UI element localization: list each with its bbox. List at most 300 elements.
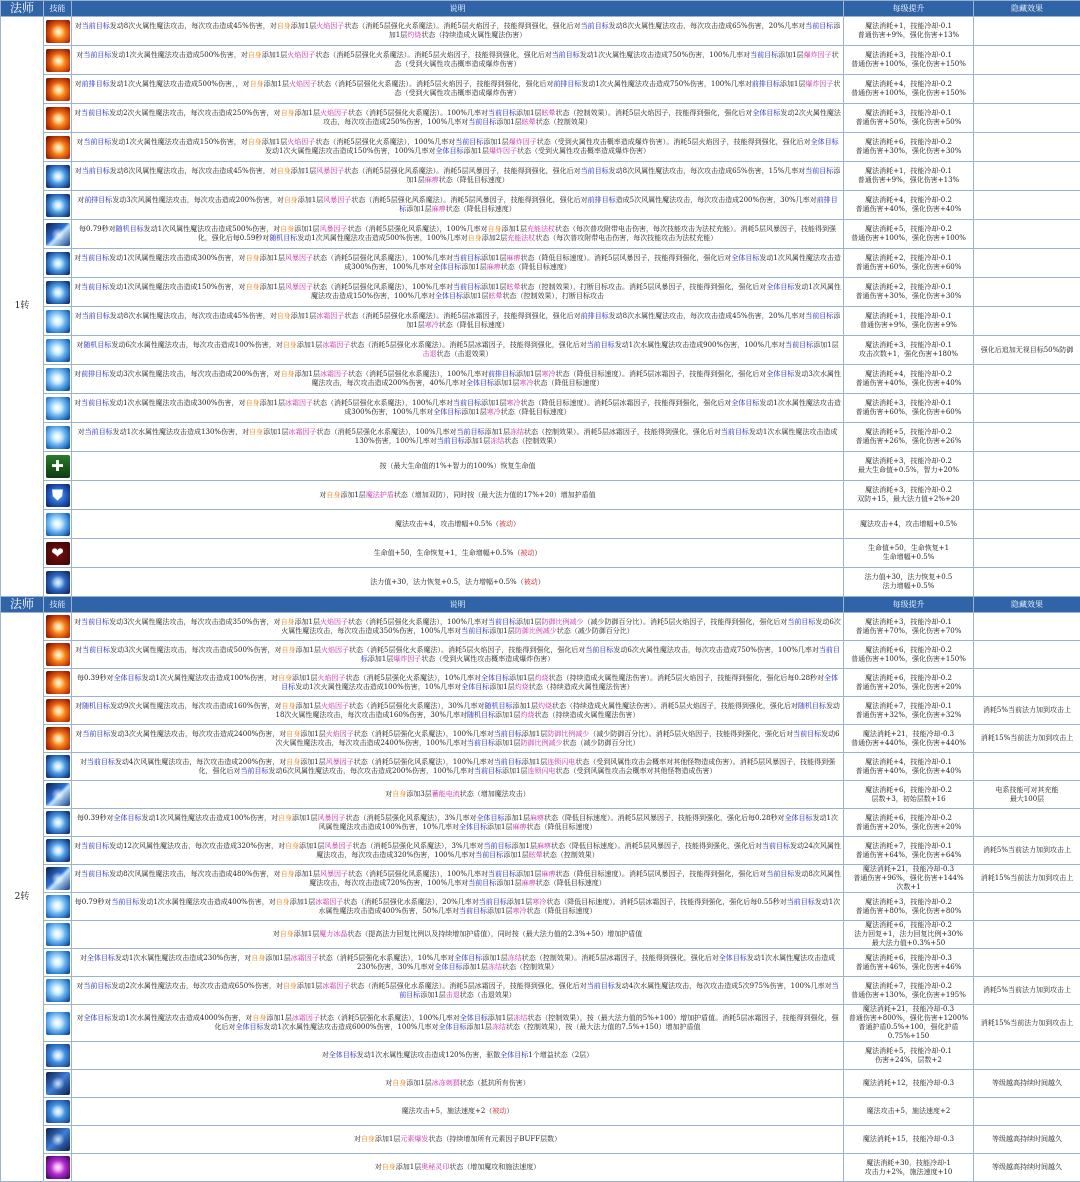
status-term: 防御比例减少 [541,618,583,626]
self-term: 自身 [278,674,292,682]
self-term: 自身 [281,618,295,626]
hidden-effect: 等级越高持续时间越久 [974,1070,1080,1098]
skill-icon-cell [44,423,72,452]
target-term: 全体目标 [785,814,813,822]
skill-row [1,510,1080,539]
skill-row [1,423,1080,452]
status-term: 寒冷 [425,321,439,329]
hidden-effect [974,394,1080,423]
fire-icon [46,615,70,638]
skill-row [1,725,1080,753]
target-term: 当前目标 [793,730,821,738]
hidden-header: 隐藏效果 [974,1,1080,17]
target-term: 当前目标 [762,842,790,850]
wind-icon [46,839,70,862]
heart-icon: ❤ [46,542,70,565]
target-term: 当前目标 [468,879,496,887]
skill-description: 对全体目标发动1次水属性魔法攻击造成120%伤害，驱散全体目标1个增益状态（2层） [72,1042,844,1070]
skill-row [1,162,1080,191]
level-bonus: 魔法消耗+30，技能冷却-1 攻击力+2%，施法速度+10 [844,1154,974,1182]
target-term: 随机目标 [83,341,111,349]
description-header: 说明 [72,1,844,17]
skill-icon-cell [44,893,72,921]
target-term: 当前目标 [81,842,109,850]
target-term: 全体目标 [281,674,838,691]
level-bonus: 魔法消耗+1，技能冷却-0.1 普通伤害+9%，强化伤害+9% [844,307,974,336]
status-term: 击退 [423,350,437,358]
class-header: 法师 [1,1,44,17]
passive-tag: 被动 [520,549,534,557]
fire-icon [46,136,70,159]
skill-icon-cell [44,921,72,949]
skill-icon-cell [44,510,72,539]
status-term: 冻结 [492,1023,506,1031]
skill-icon-cell [44,1005,72,1042]
ice-icon [46,513,70,536]
level-bonus: 魔法消耗+6，技能冷却-0.2 普通伤害+20%，强化伤害+20% [844,669,974,697]
skill-row [1,1154,1080,1182]
target-term: 当前目标 [587,341,615,349]
ice-icon [46,397,70,420]
bolt-icon [46,223,70,246]
skill-description: 对前排目标发动3次风属性魔法攻击，每次攻击造成200%伤害，对自身添加1层风暴因子状态（消耗5层强化风系魔法）。消耗5层风暴因子，技能得到强化，强化后对前排目标造成5次风属性魔法攻击，每次攻击造成200%伤害，30%几率对前排目标添加1层麻痹状态（降低目标速度） [72,191,844,220]
status-term: 魔法护盾 [366,491,394,499]
status-term: 麻痹 [506,254,520,262]
ice-icon [46,339,70,362]
target-term: 当前目标 [457,428,485,436]
skill-row [1,1126,1080,1154]
target-term: 当前目标 [787,618,815,626]
skill-icon-cell [44,1042,72,1070]
skill-description: 对当前目标发动12次风属性魔法攻击，每次攻击造成320%伤害，对自身添加1层风暴因子状态（消耗5层强化风系魔法），3%几率对当前目标添加1层麻痹状态（降低目标速度）。消耗5层风暴因子，技能得到强化，强化后对当前目标发动24次风属性魔法攻击，每次攻击造成320%伤害，100%几率对当前目标添加1层眩晕状态（控制效果） [72,837,844,865]
class-header: 法师 [1,597,44,613]
self-term: 自身 [286,730,300,738]
hidden-effect [974,191,1080,220]
self-term: 自身 [285,842,299,850]
status-term: 爆炸因子 [393,655,421,663]
target-term: 随机目标 [467,711,495,719]
self-term: 自身 [468,234,482,242]
tier-label: 2转 [1,613,44,1182]
target-term: 前排目标 [488,370,516,378]
target-term: 全体目标 [87,954,115,962]
target-term: 当前目标 [581,22,609,30]
status-term: 冰霜因子 [285,399,313,407]
target-term: 前排目标 [581,312,609,320]
level-bonus: 魔法消耗+15，技能冷却-0.3 [844,1126,974,1154]
wind-icon [46,194,70,217]
skill-row [1,249,1080,278]
skill-row [1,1070,1080,1098]
self-term: 自身 [284,196,298,204]
wind-icon [46,281,70,304]
skill-description: 每0.39秒对全体目标发动1次风属性魔法攻击造成100%伤害，对自身添加1层风暴因子状态（消耗5层强化风系魔法），3%几率对全体目标添加1层麻痹状态（降低目标速度）。消耗5层风暴因子，技能得到强化，强化后每0.28秒对全体目标发动1次风属性魔法攻击造成100%伤害，10%几率对全体目标添加1层麻痹状态（降低目标速度） [72,809,844,837]
hidden-effect [974,539,1080,568]
status-term: 火焰因子 [326,730,354,738]
hidden-effect [974,641,1080,669]
skill-description: 对当前目标发动1次水属性魔法攻击造成300%伤害，对自身添加1层冰霜因子状态（消耗5层强化水系魔法），100%几率对当前目标添加1层寒冷状态（降低目标速度）。消耗5层冰霜因子，技能得到强化，强化后对全体目标发动1次水属性魔法攻击造成300%伤害，100%几率对全体目标添加1层寒冷状态（降低目标速度） [72,394,844,423]
status-term: 眩晕 [506,283,520,291]
status-term: 击退 [446,991,460,999]
hidden-header: 隐藏效果 [974,597,1080,613]
target-term: 前排目标 [752,80,780,88]
self-term: 自身 [282,702,296,710]
skill-row [1,921,1080,949]
skill-row [1,613,1080,641]
hidden-effect: 消耗5%当前法力加到攻击上 [974,837,1080,865]
status-term: 眩晕 [489,292,503,300]
skill-description: 对自身添加1层元素爆发状态（持续增加所有元素因子BUFF层数） [72,1126,844,1154]
target-term: 当前目标 [455,138,483,146]
status-term: 麻痹 [537,842,551,850]
target-term: 当前目标 [494,730,522,738]
level-bonus: 魔法消耗+6，技能冷却-0.2 法力回复+1，法力回复比例+30% 最大法力值+0.3%+50 [844,921,974,949]
target-term: 随机目标 [116,225,144,233]
target-term: 当前目标 [721,428,749,436]
target-term: 当前目标 [361,646,840,663]
skill-description: 对当前目标发动8次风属性魔法攻击，每次攻击造成45%伤害，对自身添加1层风暴因子状态（消耗5层强化风系魔法）。消耗5层风暴因子，技能得到强化，强化后对当前目标发动8次风属性魔法攻击，每次攻击造成65%伤害，15%几率对当前目标添加1层麻痹状态（降低目标速度） [72,162,844,191]
skill-row [1,568,1080,597]
skill-description: 对全体目标发动1次水属性魔法攻击造成230%伤害，对自身添加1层冰霜因子状态（消耗5层强化水系魔法），10%几率对全体目标添加1层冻结状态（控制效果）。消耗5层冰霜因子，技能得到强化，强化后对全体目标发动1次水属性魔法攻击造成230%伤害，30%几率对全体目标添加1层冻结状态（控制效果） [72,949,844,977]
skill-icon-cell [44,669,72,697]
status-term: 冻结 [510,428,524,436]
skill-description: 每0.79秒对随机目标发动1次风属性魔法攻击造成500%伤害，对自身添加1层风暴因子状态（消耗5层强化风系魔法），100%几率对自身添加1层充能法杖状态（每次普攻附带电击伤害，每次技能攻击为法杖充能）。消耗5层风暴因子，技能得到强化，强化后每0.59秒对随机目标发动1次风属性魔法攻击造成500%伤害，100%几率对自身添加2层充能法杖状态（每次普攻附带电击伤害，每次技能攻击为法杖充能） [72,220,844,249]
target-term: 当前目标 [461,627,489,635]
status-term: 麻痹 [425,176,439,184]
skill-icon-cell [44,394,72,423]
target-term: 当前目标 [82,730,110,738]
self-term: 自身 [361,1135,375,1143]
skill-icon-cell [44,104,72,133]
self-term: 自身 [278,814,292,822]
skill-icon-cell [44,949,72,977]
level-bonus: 魔法消耗+21，技能冷却-0.3 普通伤害+440%，强化伤害+440% [844,725,974,753]
target-term: 当前目标 [82,22,110,30]
self-term: 自身 [280,225,294,233]
target-term: 当前目标 [399,982,838,999]
level-bonus: 魔法消耗+5，技能冷却-0.1 伤害+24%，层数+2 [844,1042,974,1070]
status-term: 火焰因子 [320,109,348,117]
target-term: 当前目标 [453,254,481,262]
target-term: 全体目标 [766,283,794,291]
skill-icon-cell [44,725,72,753]
ice-icon [46,368,70,391]
ice-icon [46,426,70,449]
skill-row [1,394,1080,423]
target-term: 全体目标 [438,1023,466,1031]
self-term: 自身 [283,982,297,990]
skill-row [1,837,1080,865]
hidden-effect [974,753,1080,781]
skill-row [1,1098,1080,1126]
level-bonus: 魔法消耗+21，技能冷却-0.3 普通伤害+800%，强化伤害+1200% 普通护盾0.5%+100，强化护盾0.75%+150 [844,1005,974,1042]
target-term: 当前目标 [805,22,833,30]
target-term: 当前目标 [111,898,139,906]
skill-icon-cell [44,133,72,162]
target-term: 全体目标 [435,963,463,971]
skill-icon-cell [44,539,72,568]
skill-icon-cell [44,809,72,837]
self-term: 自身 [286,758,300,766]
skill-description: 魔法攻击+5，施法速度+2（被动） [72,1098,844,1126]
skill-row [1,977,1080,1005]
skill-icon-cell [44,249,72,278]
skill-row [1,191,1080,220]
target-term: 当前目标 [484,842,512,850]
hidden-effect [974,249,1080,278]
level-bonus: 魔法消耗+4，技能冷却-0.2 普通伤害+40%，强化伤害+40% [844,191,974,220]
skill-icon-cell [44,452,72,481]
status-term: 爆炸因子 [804,51,832,59]
skill-row [1,539,1080,568]
status-term: 麻痹 [522,879,536,887]
status-term: 火焰因子 [289,80,317,88]
skill-description: 每0.39秒对全体目标发动1次火属性魔法攻击造成100%伤害，对自身添加1层火焰因子状态（消耗5层强化火系魔法），10%几率对全体目标添加1层灼烧状态（持续造成火属性魔法伤害）。消耗5层火焰因子，技能得到强化，强化后每0.28秒对全体目标发动1次火属性魔法攻击造成100%伤害，10%几率对全体目标添加1层灼烧状态（持续造成火属性魔法伤害） [72,669,844,697]
status-term: 奥秘灵印 [421,1163,449,1171]
target-term: 当前目标 [494,758,522,766]
status-term: 风暴因子 [285,254,313,262]
hidden-effect: 消耗15%当前法力加到攻击上 [974,725,1080,753]
target-term: 前排目标 [588,196,616,204]
skill-icon-cell [44,481,72,510]
status-term: 冻结 [488,963,502,971]
status-term: 风暴因子 [316,167,344,175]
status-term: 爆炸因子 [489,147,517,155]
skill-row [1,307,1080,336]
hidden-effect [974,481,1080,510]
status-term: 麻痹 [541,870,555,878]
fire-icon [46,107,70,130]
hidden-effect [974,949,1080,977]
self-term: 自身 [246,283,260,291]
ice-icon [46,923,70,946]
target-term: 当前目标 [805,312,833,320]
target-term: 当前目标 [241,767,269,775]
self-term: 自身 [382,1163,396,1171]
hidden-effect [974,17,1080,46]
skill-row [1,1042,1080,1070]
status-term: 冰霜因子 [291,954,319,962]
status-term: 寒冷 [541,370,555,378]
skill-row [1,17,1080,46]
skill-icon-cell [44,17,72,46]
level-bonus: 魔法消耗+3，技能冷却-0.1 普通伤害+50%，强化伤害+50% [844,104,974,133]
status-term: 风暴因子 [323,196,351,204]
skill-icon-cell [44,162,72,191]
ice-icon [46,310,70,333]
fire-icon [46,671,70,694]
target-term: 当前目标 [82,646,110,654]
status-term: 麻痹 [513,823,527,831]
water-icon [46,1044,70,1067]
target-term: 全体目标 [436,147,464,155]
hidden-effect: 强化后追加无视目标50%防御 [974,336,1080,365]
level-bonus: 魔法消耗+7，技能冷却-0.1 普通伤害+32%，强化伤害+32% [844,697,974,725]
bonus-header: 每级提升 [844,1,974,17]
target-term: 当前目标 [467,739,495,747]
target-term: 当前目标 [750,51,778,59]
target-term: 全体目标 [466,379,494,387]
target-term: 全体目标 [811,138,839,146]
target-term: 全体目标 [329,1051,357,1059]
skill-row [1,365,1080,394]
level-bonus: 魔法消耗+7，技能冷却-0.2 普通伤害+130%，强化伤害+195% [844,977,974,1005]
skill-description: 对自身添加3层蓄能电流状态（增加魔法攻击） [72,781,844,809]
level-bonus: 魔法消耗+2，技能冷却-0.1 普通伤害+60%，强化伤害+60% [844,249,974,278]
passive-tag: 被动 [524,578,538,586]
status-term: 火焰因子 [287,138,315,146]
level-bonus: 魔法消耗+5，技能冷却-0.2 普通伤害+26%，强化伤害+26% [844,423,974,452]
skill-row [1,809,1080,837]
target-term: 当前目标 [474,767,502,775]
status-term: 麻痹 [487,263,501,271]
ice-icon [46,951,70,974]
target-term: 全体目标 [481,674,509,682]
hidden-effect [974,365,1080,394]
hidden-effect [974,809,1080,837]
wing-icon [46,1128,70,1151]
passive-tag: 被动 [499,520,513,528]
status-term: 爆炸因子 [805,80,833,88]
target-term: 全体目标 [460,1014,488,1022]
status-term: 风暴因子 [326,758,354,766]
target-term: 全体目标 [766,370,794,378]
target-term: 当前目标 [83,982,111,990]
hidden-effect [974,510,1080,539]
skill-description: 对当前目标发动8次风属性魔法攻击，每次攻击造成480%伤害，对自身添加1层风暴因子状态（消耗5层强化风系魔法），100%几率对当前目标添加1层麻痹状态（降低目标速度）。消耗5层风暴因子，技能得到强化，强化后对当前目标发动8次风属性魔法攻击，每次攻击造成720%伤害，100%几率对当前目标添加1层麻痹状态（降低目标速度） [72,865,844,893]
fire-icon [46,727,70,750]
target-term: 当前目标 [453,399,481,407]
status-term: 连锁闪电 [547,758,575,766]
status-term: 火焰因子 [321,646,349,654]
level-bonus: 魔法消耗+3，技能冷却-0.2 双防+15，最大法力值+2%+20 [844,481,974,510]
status-term: 火焰因子 [318,674,346,682]
skill-description: 每0.79秒对当前目标发动1次水属性魔法攻击造成400%伤害，对自身添加1层冰霜因子状态（消耗5层强化水系魔法），20%几率对当前目标添加1层寒冷状态（降低目标速度）。消耗5层冰霜因子，技能得到强化，强化后每0.55秒对当前目标发动1次水属性魔法攻击造成400%伤害，50%几率对当前目标添加1层寒冷状态（降低目标速度） [72,893,844,921]
target-term: 随机目标 [485,702,513,710]
self-term: 自身 [280,930,294,938]
self-term: 自身 [277,167,291,175]
status-term: 眩晕 [522,118,536,126]
skill-description: 法力值+30，法力恢复+0.5，法力增幅+0.5%（被动） [72,568,844,597]
skill-row [1,336,1080,365]
wind-icon [46,165,70,188]
level-bonus: 魔法消耗+6，技能冷却-0.2 普通伤害+30%，强化伤害+30% [844,133,974,162]
skill-description: 对当前目标发动3次火属性魔法攻击，每次攻击造成350%伤害，对自身添加1层火焰因子状态（消耗5层强化火系魔法），100%几率对当前目标添加1层防御比例减少（减少防御百分比）。消耗5层火焰因子，技能得到强化，强化后对当前目标发动6次火属性魔法攻击，每次攻击造成350%伤害，100%几率对当前目标添加1层防御比例减少状态（减少防御百分比） [72,613,844,641]
target-term: 当前目标 [488,618,516,626]
status-term: 冰霜因子 [316,312,344,320]
skill-description: 对自身添加1层魔力冰晶状态（提高法力回复比例以及持续增加护盾值），同时按（最大法力值的2.3%+50）增加护盾值 [72,921,844,949]
skill-description: 对当前目标发动3次火属性魔法攻击，每次攻击造成2400%伤害，对自身添加1层火焰因子状态（消耗5层强化火系魔法），100%几率对当前目标添加1层防御比例减少（减少防御百分比）。消耗5层火焰因子，技能得到强化，强化后对当前目标发动6次火属性魔法攻击，每次攻击造成2400%伤害，100%几率对当前目标添加1层防御比例减少状态（减少防御百分比） [72,725,844,753]
hidden-effect [974,220,1080,249]
wind-icon [46,811,70,834]
skill-description: 对当前目标发动2次火属性魔法攻击，每次攻击造成250%伤害，对自身添加1层火焰因子状态（消耗5层强化火系魔法）。100%几率对当前目标添加1层眩晕状态（控制效果）。消耗5层火焰因子，技能得到强化，强化后对全体目标发动2次火属性魔法攻击，每次攻击造成250%伤害，100%几率对当前目标添加1层眩晕状态（控制效果） [72,104,844,133]
skill-description: 对前排目标发动1次火属性魔法攻击造成500%伤害，，对自身添加1层火焰因子状态（消耗5层强化火系魔法）。消耗5层火焰因子，技能得到强化，强化后对前排目标发动1次火属性魔法攻击造成750%伤害，100%几率对前排目标添加1层爆炸因子状态（受到火属性攻击概率造成爆炸伤害） [72,75,844,104]
status-term: 冻结 [508,954,522,962]
level-bonus: 法力值+30，法力恢复+0.5 法力增幅+0.5% [844,568,974,597]
status-term: 元素爆发 [400,1135,428,1143]
target-term: 当前目标 [488,870,516,878]
target-term: 当前目标 [437,437,465,445]
magic-icon [46,1156,70,1179]
skill-description: 对当前目标发动4次风属性魔法攻击，每次攻击造成200%伤害，对自身添加1层风暴因子状态（消耗5层强化风系魔法），100%几率对当前目标添加1层连锁闪电状态（受到风属性攻击会概率对其他怪物造成伤害）。消耗5层风暴因子，技能得到强化，强化后对当前目标发动6次风属性魔法攻击，每次攻击造成200%伤害，100%几率对当前目标添加1层连锁闪电状态（受到风属性攻击会概率对其他怪物造成伤害） [72,753,844,781]
self-term: 自身 [276,898,290,906]
target-term: 全体目标 [454,954,482,962]
level-bonus: 魔法消耗+3，技能冷却-0.1 普通伤害+100%，强化伤害+150% [844,46,974,75]
target-term: 随机目标 [798,702,826,710]
status-term: 麻痹 [530,814,544,822]
bolt-icon [46,783,70,806]
status-term: 魔力冰晶 [319,930,347,938]
target-term: 当前目标 [785,341,813,349]
wind-icon [46,755,70,778]
skill-icon-cell [44,753,72,781]
shield-icon: ⛊ [46,484,70,507]
status-term: 灼烧 [407,31,421,39]
status-term: 充能法杖 [507,234,535,242]
skill-icon-cell [44,781,72,809]
header-row-2 [1,597,1080,613]
status-term: 风暴因子 [320,225,348,233]
status-term: 防御比例减少 [515,627,557,635]
status-term: 寒冷 [487,408,501,416]
target-term: 当前目标 [83,51,111,59]
status-term: 冰霜因子 [315,898,343,906]
hidden-effect [974,613,1080,641]
status-term: 灼烧 [538,702,552,710]
status-term: 眩晕 [529,851,543,859]
hidden-effect [974,307,1080,336]
target-term: 当前目标 [81,618,109,626]
status-term: 寒冷 [506,399,520,407]
self-term: 自身 [277,22,291,30]
skill-description: 对随机目标发动6次水属性魔法攻击，每次攻击造成100%伤害，对自身添加1层冰霜因子状态（消耗5层强化水系魔法）。消耗5层冰霜因子，技能得到强化，强化后对当前目标发动1次水属性魔法攻击造成900%伤害，100%几率对当前目标添加1层击退状态（击退效果） [72,336,844,365]
status-term: 寒冷 [520,379,534,387]
hidden-effect: 等级越高持续时间越久 [974,1154,1080,1182]
level-bonus: 魔法消耗+3，技能冷却-0.2 最大生命值+0.5%，智力+20% [844,452,974,481]
status-term: 连锁闪电 [527,767,555,775]
self-term: 自身 [283,341,297,349]
wing-icon [46,1072,70,1095]
water-icon [46,1100,70,1123]
skill-description: 对当前目标发动8次水属性魔法攻击，每次攻击造成45%伤害，对自身添加1层冰霜因子状态（消耗5层强化水系魔法）。消耗5层冰霜因子，技能得到强化，强化后对前排目标发动8次水属性魔法攻击，每次攻击造成45%伤害，20%几率对当前目标添加1层寒冷状态（降低目标速度） [72,307,844,336]
wind-icon [46,252,70,275]
skill-row [1,452,1080,481]
skill-row [1,641,1080,669]
target-term: 当前目标 [453,283,481,291]
level-bonus: 魔法攻击+5，施法速度+2 [844,1098,974,1126]
skill-icon-cell [44,365,72,394]
target-term: 全体目标 [236,1023,264,1031]
self-term: 自身 [246,399,260,407]
self-term: 自身 [251,954,265,962]
self-term: 自身 [252,1014,266,1022]
skill-row [1,669,1080,697]
skill-icon-cell [44,1126,72,1154]
level-bonus: 魔法消耗+3，技能冷却-0.1 普通伤害+70%，强化伤害+70% [844,613,974,641]
target-term: 当前目标 [81,870,109,878]
self-term: 自身 [326,491,340,499]
bolt-icon [46,867,70,890]
fire-icon [46,78,70,101]
skill-icon-cell [44,46,72,75]
hidden-effect [974,278,1080,307]
hidden-effect [974,1042,1080,1070]
hidden-effect: 电系技能可对其充能 最大100层 [974,781,1080,809]
target-term: 当前目标 [82,312,110,320]
target-term: 全体目标 [731,254,759,262]
level-bonus: 魔法消耗+3，技能冷却-0.1 普通伤害+60%，强化伤害+60% [844,394,974,423]
hidden-effect [974,162,1080,191]
